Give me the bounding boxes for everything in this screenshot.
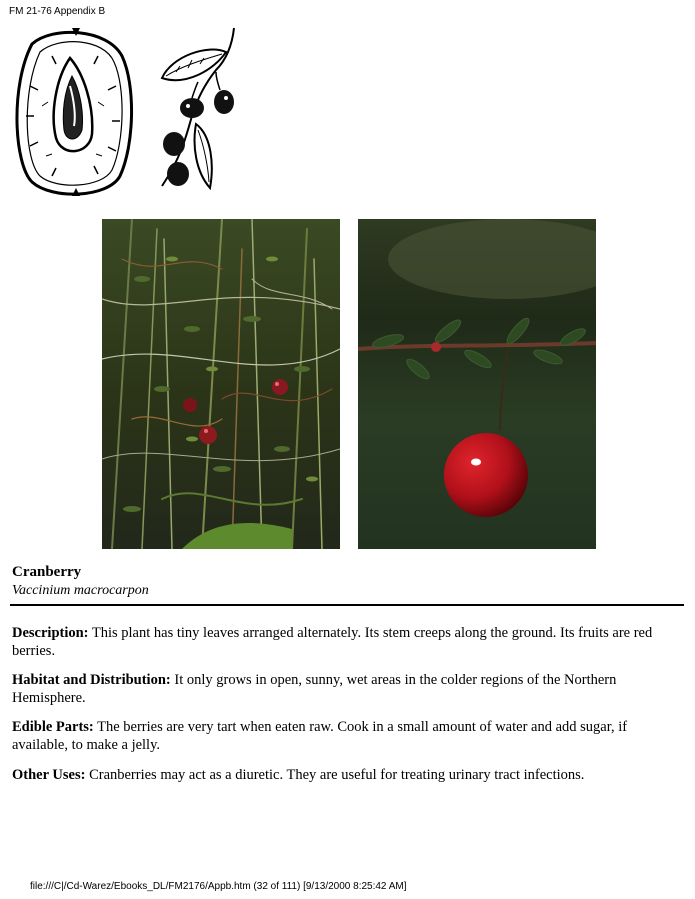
- section-text: The berries are very tart when eaten raw. Cook in a small amount of water and add sugar, if available, to make a jelly.: [12, 719, 628, 753]
- section-text: This plant has tiny leaves arranged alternately. Its stem creeps along the ground. Its fruits are red berries.: [12, 625, 653, 659]
- plant-common-name: Cranberry: [12, 564, 82, 580]
- cranberry-plant-photo: [102, 219, 340, 549]
- cranberry-fruit-photo: [358, 219, 596, 549]
- section-label: Edible Parts:: [12, 719, 94, 735]
- section-text: It only grows in open, sunny, wet areas in the colder regions of the Northern Hemisphere.: [12, 672, 617, 706]
- divider: [10, 604, 684, 606]
- section-label: Description:: [12, 625, 89, 641]
- cranberry-branch-illustration: [152, 26, 242, 192]
- section-label: Habitat and Distribution:: [12, 672, 171, 688]
- page-footer: file:///C|/Cd-Warez/Ebooks_DL/FM2176/Appb.htm (32 of 111) [9/13/2000 8:25:42 AM]: [30, 881, 407, 892]
- section-text: Cranberries may act as a diuretic. They are useful for treating urinary tract infections.: [85, 767, 585, 783]
- description-section: [12, 624, 684, 660]
- plant-scientific-name: Vaccinium macrocarpon: [12, 583, 149, 598]
- section-label: Other Uses:: [12, 767, 86, 783]
- other-uses-section: [12, 766, 684, 784]
- page-header: FM 21-76 Appendix B: [9, 6, 106, 17]
- edible-parts-section: [12, 718, 684, 754]
- habitat-section: [12, 671, 684, 707]
- berry-cross-section-illustration: [12, 26, 134, 198]
